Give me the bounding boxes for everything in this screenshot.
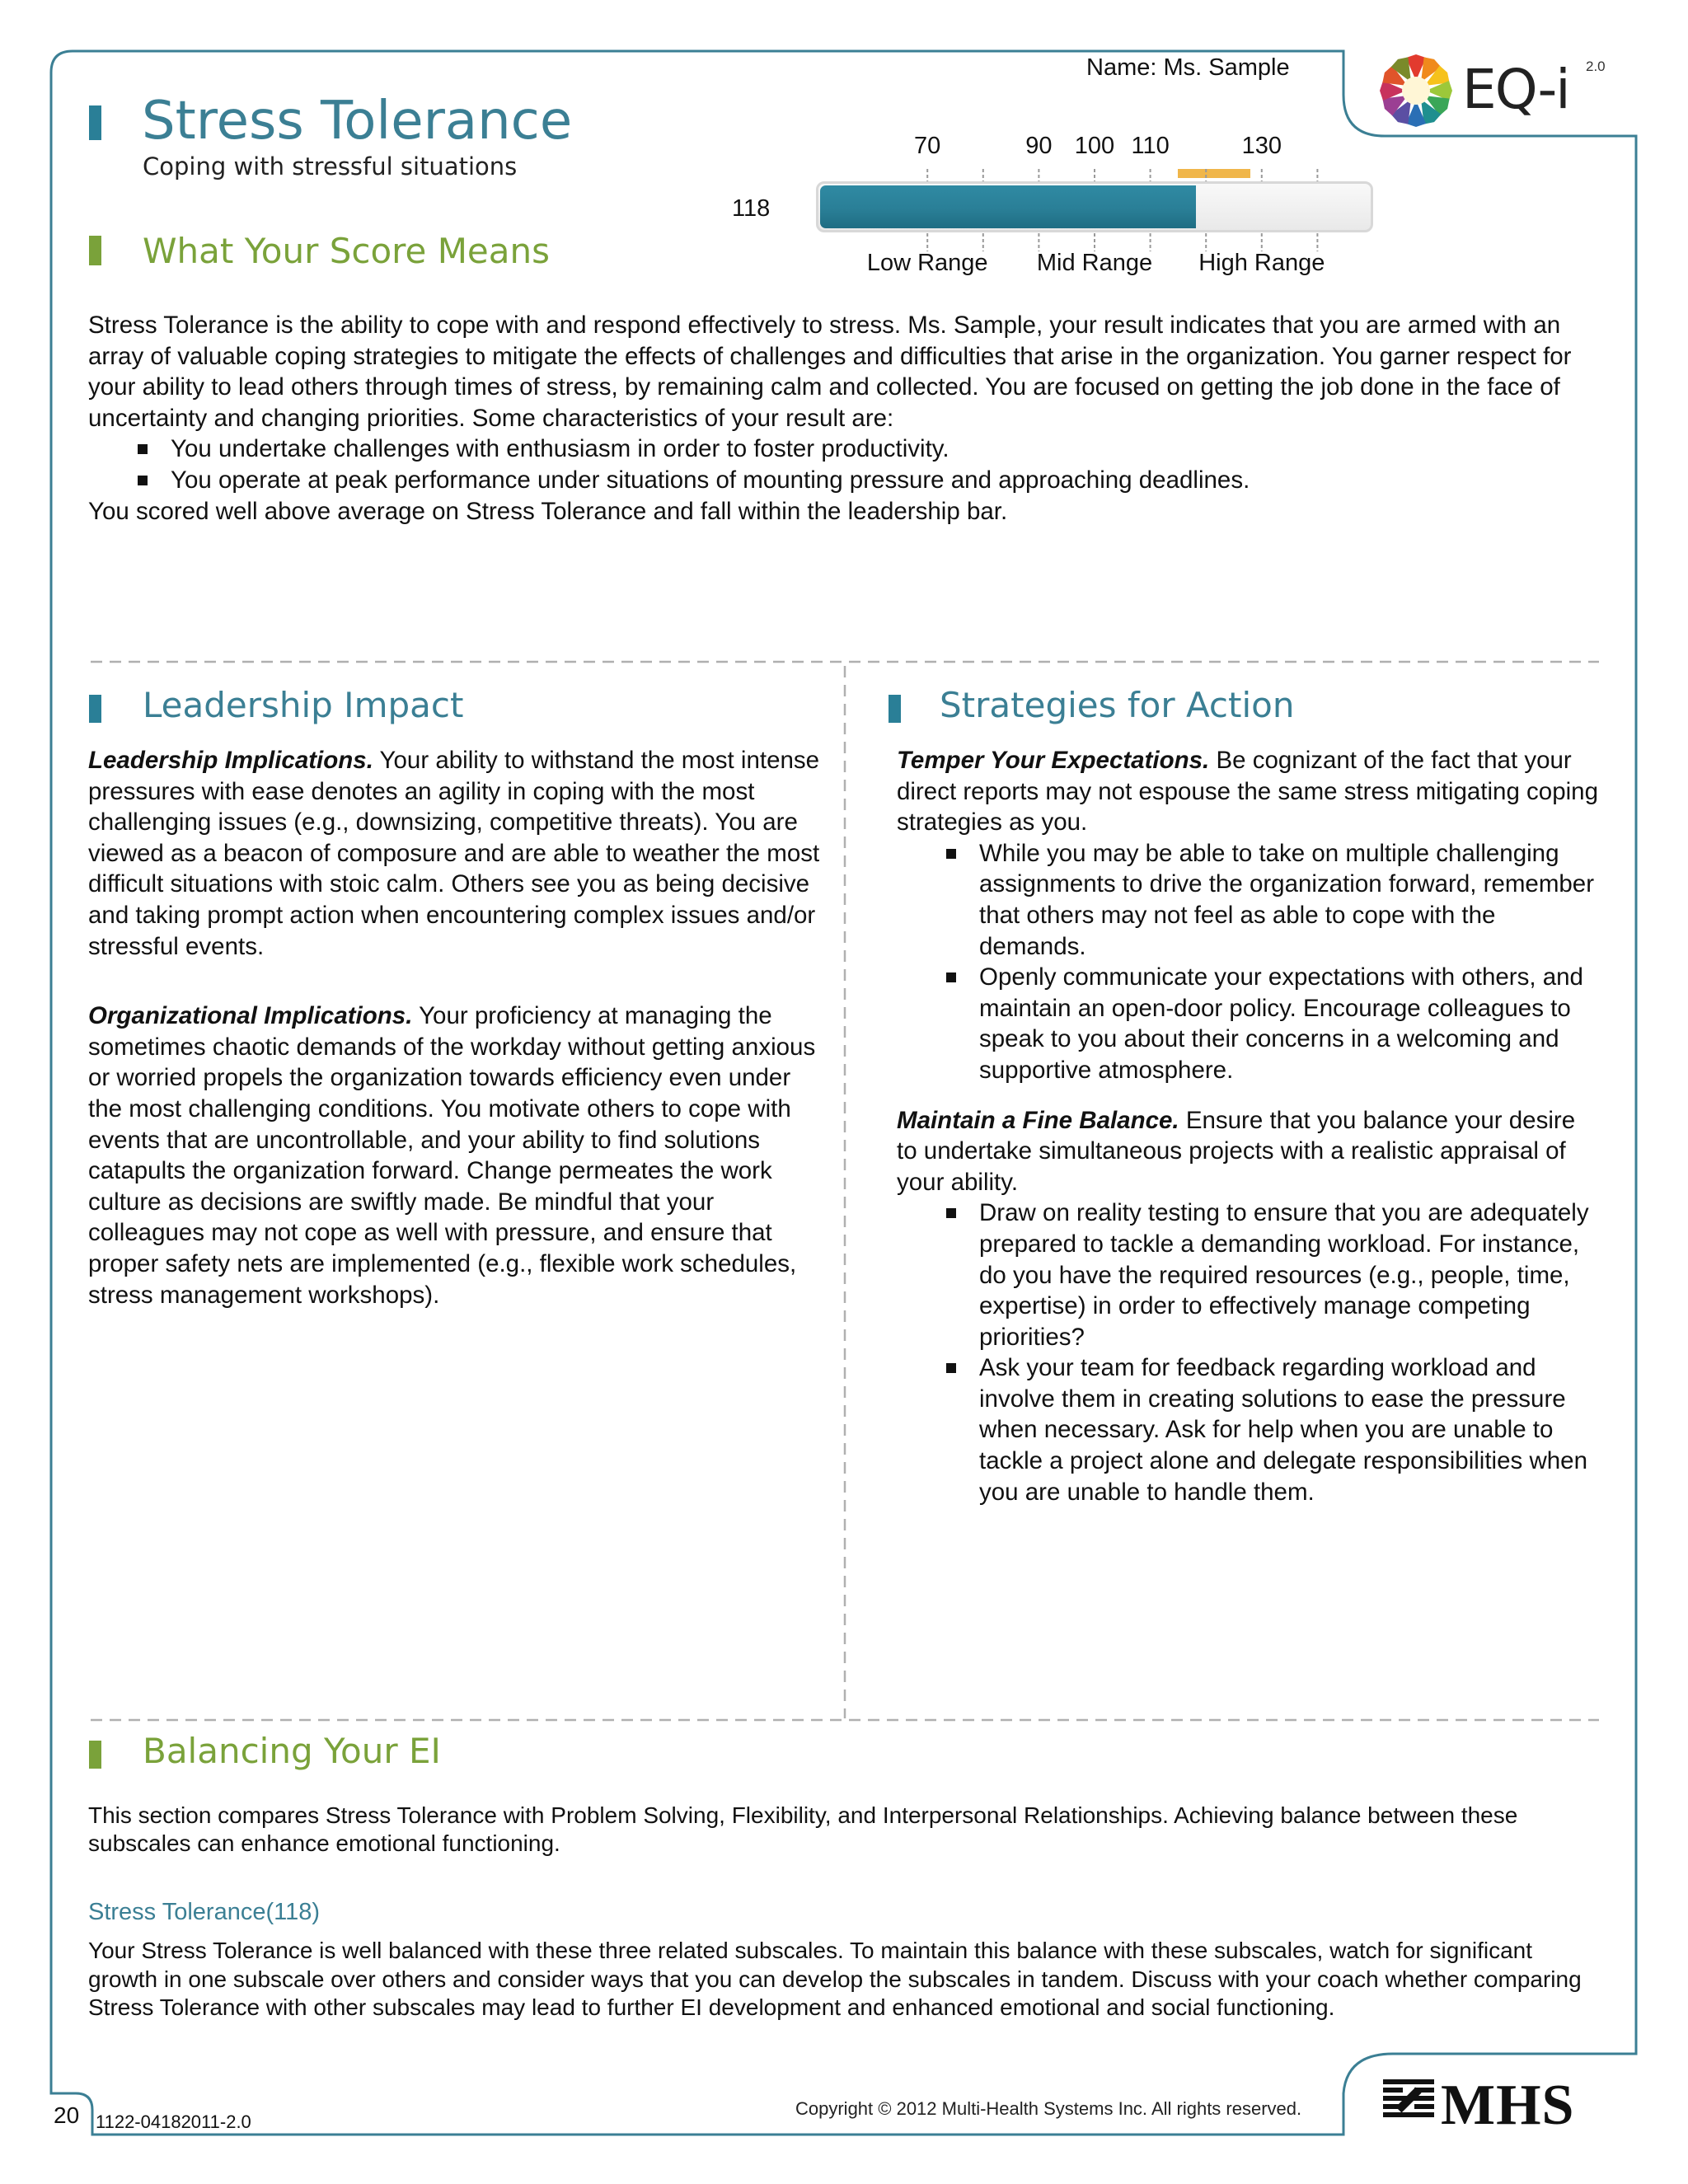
client-name: Name: Ms. Sample [1086,54,1290,81]
tick-label: 100 [1074,133,1115,159]
balancing-subheading: Stress Tolerance(118) [88,1899,321,1925]
score-value: 118 [732,195,771,222]
list-item [979,962,1601,1085]
tick-label: 130 [1241,133,1282,159]
organizational-implications-body: Your proficiency at managing the sometimes chaotic demands of the workday without getting anxious or worried propels the organization towards efficiency even under the most challenging conditions. You motivate others to cope with events that are uncontrollable, and your ability to find solutions catapults the organization forward. Change permeates the work culture as decisions are swiftly made. Be mindful that your colleagues may not cope as well with pressure, and ensure that proper safety nets are implemented (e.g., flexible work schedules, stress management workshops). [88,1002,816,1309]
score-scale [816,128,1376,284]
organizational-implications-lead: Organizational Implications. [88,1002,413,1030]
strategies-text [897,745,1601,1507]
eqi-flower-logo-icon [1378,53,1454,129]
tick-label: 110 [1131,133,1170,159]
section-marker [889,695,901,723]
range-label: High Range [1198,250,1325,276]
range-label: Low Range [866,250,988,276]
bullet-text: While you may be able to take on multiple challenging assignments to drive the organization forward, remember that others may not feel as able to cope with the demands. [979,839,1595,960]
tick-label: 70 [914,133,941,159]
balancing-text: Your Stress Tolerance is well balanced with these three related subscales. To maintain this balance with these subscales, watch for significant growth in one subscale over others and consider ways that you can develop the subscales in tandem. Discuss with your coach whether comparing Stress Tolerance with other subscales may lead to further EI development and enhanced emotional and social functioning. [88,1938,1582,2020]
bullet-text: You operate at peak performance under situations of mounting pressure and approaching deadlines. [171,466,1250,494]
bullet-text: Draw on reality testing to ensure that you are adequately prepared to tackle a demanding workload. For instance, do you have the required resources (e.g., people, time, expertise) in order to effectively manage competing priorities? [979,1199,1589,1351]
organizational-implications [88,1001,830,1310]
copyright: Copyright © 2012 Multi-Health Systems Inc. All rights reserved. [795,2098,1302,2119]
section-heading-score-means: What Your Score Means [143,231,551,271]
bullet-text: Openly communicate your expectations with others, and maintain an open-door policy. Encourage colleagues to speak to you about their concerns in a welcoming and supportive atmosphere. [979,963,1583,1084]
strategy-fine-balance [897,1105,1601,1198]
title-marker [89,105,101,140]
score-means-intro: Stress Tolerance is the ability to cope with and respond effectively to stress. Ms. Sample, your result indicates that you are armed with an array of valuable coping strategies to mitigate the effects of challenges and difficulties that arise in the organization. You garner respect for your ability to lead others through times of stress, by remaining calm and collected. You are focused on getting the job done in the face of uncertainty and changing priorities. Some characteristics of your result are: [88,312,1572,432]
page-title: Stress Tolerance [142,91,573,152]
leadership-impact-text [88,745,830,1310]
leadership-implications-lead: Leadership Implications. [88,747,373,774]
score-fill [820,185,1196,228]
strategy-1-body: Be cognizant of the fact that your direct reports may not espouse the same stress mitigating coping strategies as you. [897,747,1598,837]
mhs-logo-icon [1383,2078,1434,2125]
eqi-logo-text: EQ-i [1462,58,1569,121]
section-heading-leadership-impact: Leadership Impact [143,685,464,725]
score-means-text [88,310,1605,527]
strategy-2-bullets [897,1197,1601,1507]
score-means-bullets [88,434,1605,495]
section-marker [89,236,101,265]
eqi-logo-version: 2.0 [1586,59,1606,74]
score-track [816,181,1373,232]
mhs-logo-text: MHS [1441,2074,1575,2137]
leadership-implications [88,745,830,962]
strategy-1-lead: Temper Your Expectations. [897,747,1210,774]
leadership-implications-body: Your ability to withstand the most intense pressures with ease denotes an agility in coping with the most challenging issues (e.g., downsizing, competitive threats). You are viewed as a beacon of composure and are able to weather the most difficult situations with stoic calm. Others see you as being decisive and taking prompt action when encountering complex issues and/or stressful events. [88,747,820,960]
score-means-closing: You scored well above average on Stress Tolerance and fall within the leadership bar. [88,497,1008,525]
balancing-intro: This section compares Stress Tolerance with Problem Solving, Flexibility, and Interpersonal Relationships. Achieving balance between these subscales can enhance emotional functioning. [88,1802,1518,1856]
list-item [979,1352,1601,1507]
mhs-logo [1383,2073,1614,2137]
doc-code: 1122-04182011-2.0 [96,2111,251,2132]
page-number: 20 [54,2102,80,2128]
section-marker [89,695,101,723]
eqi-logo [1378,51,1625,129]
tick-label: 90 [1025,133,1053,159]
list-item [979,1197,1601,1352]
list-item [171,434,1605,465]
bullet-text: Ask your team for feedback regarding workload and involve them in creating solutions to ease the pressure when necessary. Ask for help when you are unable to tackle a project alone and delegate responsibilities when you are unable to handle them. [979,1354,1587,1506]
strategy-1-bullets [897,838,1601,1086]
page-subtitle: Coping with stressful situations [143,152,518,180]
bullet-text: You undertake challenges with enthusiasm in order to foster productivity. [171,435,950,463]
list-item [171,465,1605,496]
section-heading-balancing: Balancing Your EI [143,1731,441,1771]
section-heading-strategies: Strategies for Action [940,685,1295,725]
range-label: Mid Range [1036,250,1153,276]
section-marker [89,1741,101,1769]
list-item [979,838,1601,962]
strategy-2-lead: Maintain a Fine Balance. [897,1106,1179,1134]
strategy-2-body: Ensure that you balance your desire to undertake simultaneous projects with a realistic appraisal of your ability. [897,1106,1576,1196]
strategy-temper-expectations [897,745,1601,838]
